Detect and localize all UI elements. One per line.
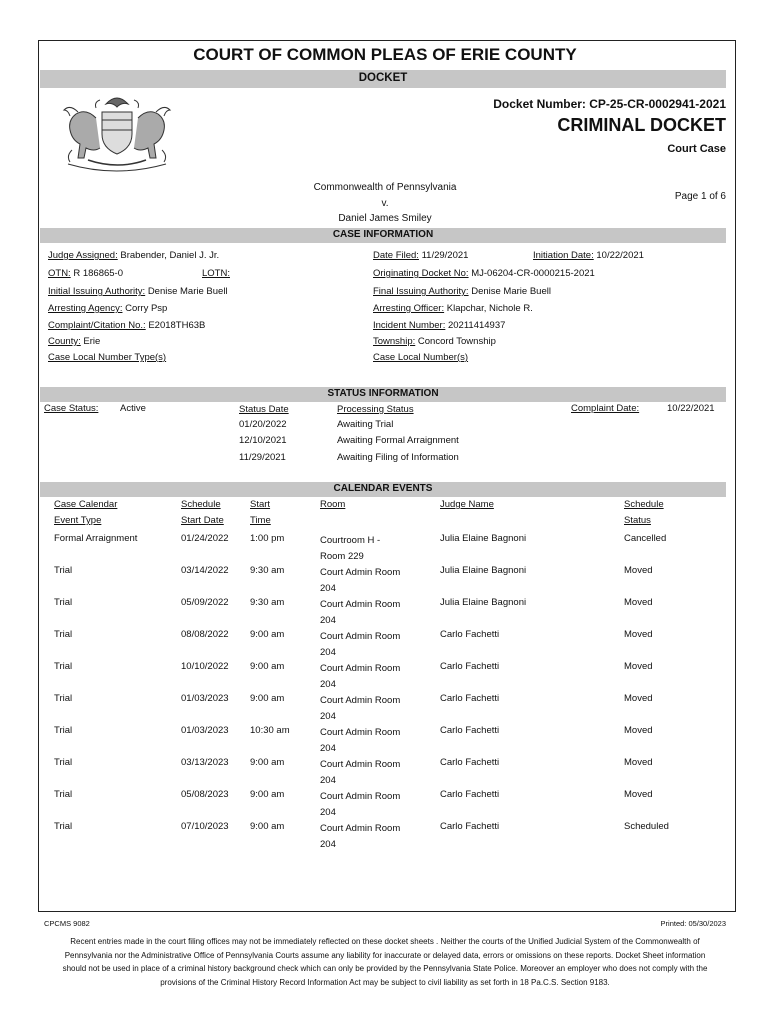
status-date-header: Status Date: [239, 404, 289, 415]
table-cell-date: 03/14/2022: [181, 565, 229, 576]
county-label: County:: [48, 336, 81, 347]
final-issuing-authority: [373, 286, 551, 297]
initial-issuing-authority: [48, 286, 228, 297]
judge-label: Judge Assigned:: [48, 250, 118, 261]
county-value: Erie: [83, 336, 101, 347]
township-value: Concord Township: [417, 336, 496, 347]
table-cell-time: 9:00 am: [250, 757, 285, 768]
incident-value: 20211414937: [447, 320, 506, 331]
table-cell-judge: Carlo Fachetti: [440, 629, 500, 640]
init-issuing-value: Denise Marie Buell: [147, 286, 228, 297]
table-cell-room2: 204: [320, 615, 336, 626]
table-cell-event: Trial: [54, 565, 73, 576]
table-cell-room1: Court Admin Room: [320, 631, 401, 642]
case-kind: Court Case: [667, 143, 726, 155]
table-cell-room1: Court Admin Room: [320, 599, 401, 610]
case-status-value: Active: [120, 403, 146, 414]
table-cell-date: 01/03/2023: [181, 725, 229, 736]
status-row: Awaiting Filing of Information: [337, 452, 459, 463]
table-cell-event: Trial: [54, 725, 73, 736]
final-issuing-label: Final Issuing Authority:: [373, 286, 469, 297]
table-cell-room2: 204: [320, 711, 336, 722]
arresting-officer-label: Arresting Officer:: [373, 303, 445, 314]
header-room: Room: [320, 499, 346, 510]
table-cell-room2: 204: [320, 647, 336, 658]
township-label: Township:: [373, 336, 416, 347]
table-cell-status: Moved: [624, 629, 653, 640]
status-row: Awaiting Trial: [337, 419, 394, 430]
status-info-band-label: STATUS INFORMATION: [327, 388, 439, 399]
judge-assigned: [48, 250, 219, 261]
complaint-date-label: Complaint Date:: [571, 403, 640, 414]
table-cell-judge: Julia Elaine Bagnoni: [440, 565, 527, 576]
table-cell-room1: Court Admin Room: [320, 727, 401, 738]
table-cell-date: 05/08/2023: [181, 789, 229, 800]
table-cell-room2: 204: [320, 743, 336, 754]
table-cell-judge: Carlo Fachetti: [440, 661, 500, 672]
table-cell-event: Trial: [54, 789, 73, 800]
header-event-type: Case Calendar: [54, 499, 118, 510]
table-cell-date: 01/24/2022: [181, 533, 229, 544]
orig-docket-label: Originating Docket No:: [373, 268, 469, 279]
header-start-time: Start: [250, 499, 271, 510]
docket-band-label: DOCKET: [358, 72, 408, 84]
table-cell-status: Moved: [624, 597, 653, 608]
header-judge-name: Judge Name: [440, 499, 494, 510]
docket-type: CRIMINAL DOCKET: [557, 115, 726, 135]
table-cell-date: 10/10/2022: [181, 661, 229, 672]
final-issuing-value: Denise Marie Buell: [471, 286, 551, 297]
date-filed: [373, 250, 468, 261]
table-cell-status: Scheduled: [624, 821, 669, 832]
table-cell-event: Trial: [54, 661, 73, 672]
otn-label: OTN:: [48, 268, 71, 279]
arresting-officer-value: Klapchar, Nichole R.: [446, 303, 533, 314]
complaint-value: E2018TH63B: [148, 320, 206, 331]
init-issuing-label: Initial Issuing Authority:: [48, 286, 146, 297]
complaint-date-value: 10/22/2021: [667, 403, 715, 414]
table-cell-judge: Carlo Fachetti: [440, 789, 500, 800]
table-cell-date: 07/10/2023: [181, 821, 229, 832]
complaint-citation: [48, 320, 205, 331]
table-cell-room2: 204: [320, 679, 336, 690]
otn-value: R 186865-0: [73, 268, 123, 279]
table-cell-status: Cancelled: [624, 533, 667, 544]
docket-number: Docket Number: CP-25-CR-0002941-2021: [493, 97, 726, 111]
table-cell-time: 9:00 am: [250, 629, 285, 640]
table-cell-status: Moved: [624, 757, 653, 768]
table-cell-time: 1:00 pm: [250, 533, 285, 544]
table-cell-time: 10:30 am: [250, 725, 290, 736]
status-row: Awaiting Formal Arraignment: [337, 435, 459, 446]
initiation-label: Initiation Date:: [533, 250, 594, 261]
otn: [48, 268, 123, 279]
table-cell-room1: Court Admin Room: [320, 567, 401, 578]
header-event-type: Event Type: [54, 515, 102, 526]
table-cell-judge: Carlo Fachetti: [440, 821, 500, 832]
arresting-agency: [48, 303, 167, 314]
case-local-numbers: Case Local Number(s): [373, 352, 469, 363]
table-cell-room1: Court Admin Room: [320, 759, 401, 770]
arresting-agency-label: Arresting Agency:: [48, 303, 123, 314]
incident-number: [373, 320, 505, 331]
status-row: 01/20/2022: [239, 419, 287, 430]
table-cell-time: 9:00 am: [250, 661, 285, 672]
table-cell-time: 9:00 am: [250, 789, 285, 800]
case-status-label: Case Status:: [44, 403, 99, 414]
township: [373, 336, 496, 347]
arresting-agency-value: Corry Psp: [125, 303, 168, 314]
table-cell-event: Trial: [54, 693, 73, 704]
date-filed-label: Date Filed:: [373, 250, 419, 261]
table-cell-judge: Julia Elaine Bagnoni: [440, 597, 527, 608]
printed-date: Printed: 05/30/2023: [660, 919, 726, 928]
table-cell-room1: Court Admin Room: [320, 823, 401, 834]
caption-versus: v.: [381, 198, 389, 209]
table-cell-time: 9:00 am: [250, 821, 285, 832]
table-cell-status: Moved: [624, 661, 653, 672]
table-cell-judge: Carlo Fachetti: [440, 725, 500, 736]
status-row: 11/29/2021: [239, 452, 286, 463]
county: [48, 336, 100, 347]
header-start-date: Start Date: [181, 515, 224, 526]
initiation-date: [533, 250, 644, 261]
table-cell-status: Moved: [624, 693, 653, 704]
case-info-band-label: CASE INFORMATION: [332, 229, 434, 240]
page-info: Page 1 of 6: [674, 191, 726, 202]
table-cell-status: Moved: [624, 725, 653, 736]
table-cell-room2: 204: [320, 839, 336, 850]
calendar-events-band-label: CALENDAR EVENTS: [333, 483, 433, 494]
table-cell-date: 01/03/2023: [181, 693, 229, 704]
table-cell-room2: 204: [320, 583, 336, 594]
table-cell-event: Trial: [54, 597, 73, 608]
initiation-value: 10/22/2021: [596, 250, 644, 261]
table-cell-status: Moved: [624, 789, 653, 800]
table-cell-room2: 204: [320, 775, 336, 786]
table-cell-time: 9:00 am: [250, 693, 285, 704]
judge-value: Brabender, Daniel J. Jr.: [120, 250, 220, 261]
table-cell-room1: Courtroom H -: [320, 535, 381, 546]
table-cell-room2: Room 229: [320, 551, 364, 562]
table-cell-event: Trial: [54, 629, 73, 640]
arresting-officer: [373, 303, 533, 314]
case-local-number-types: Case Local Number Type(s): [48, 352, 167, 363]
table-cell-event: Trial: [54, 757, 73, 768]
table-cell-judge: Carlo Fachetti: [440, 693, 500, 704]
caption-defendant: Daniel James Smiley: [338, 213, 432, 224]
table-cell-judge: Julia Elaine Bagnoni: [440, 533, 527, 544]
header-schedule-status: Schedule: [624, 499, 664, 510]
table-cell-room1: Court Admin Room: [320, 663, 401, 674]
status-row: 12/10/2021: [239, 435, 287, 446]
originating-docket: [373, 268, 595, 279]
table-cell-room1: Court Admin Room: [320, 791, 401, 802]
header-start-time: Time: [250, 515, 271, 526]
header-schedule-status: Status: [624, 515, 651, 526]
table-cell-judge: Carlo Fachetti: [440, 757, 500, 768]
table-cell-time: 9:30 am: [250, 597, 285, 608]
caption-commonwealth: Commonwealth of Pennsylvania: [313, 182, 457, 193]
court-title: COURT OF COMMON PLEAS OF ERIE COUNTY: [193, 45, 577, 64]
date-filed-value: 11/29/2021: [421, 250, 469, 261]
table-cell-event: Formal Arraignment: [54, 533, 138, 544]
table-cell-room2: 204: [320, 807, 336, 818]
orig-docket-value: MJ-06204-CR-0000215-2021: [471, 268, 595, 279]
table-cell-room1: Court Admin Room: [320, 695, 401, 706]
table-cell-date: 03/13/2023: [181, 757, 229, 768]
table-cell-event: Trial: [54, 821, 73, 832]
table-cell-date: 05/09/2022: [181, 597, 229, 608]
processing-status-header: Processing Status: [337, 404, 414, 415]
incident-label: Incident Number:: [373, 320, 446, 331]
lotn-label: LOTN:: [202, 268, 230, 279]
form-code: CPCMS 9082: [44, 919, 90, 928]
disclaimer: Recent entries made in the court filing offices may not be immediately reflected on these docket sheets . Neither the courts of the Unified Judicial System of the Commonwealth of Pennsylvania nor the Administrative Office of Pennsylvania Courts assume any liability for inaccurate or delayed data, errors or omissions on these reports. Docket Sheet information should not be used in place of a criminal history background check which can only be provided by the Pennsylvania State Police. Moreover an employer who does not comply with the provisions of the Criminal History Record Information Act may be subject to civil liability as set forth in 18 Pa.C.S. Section 9183.: [62, 937, 708, 987]
header-start-date: Schedule: [181, 499, 221, 510]
table-cell-time: 9:30 am: [250, 565, 285, 576]
complaint-label: Complaint/Citation No.:: [48, 320, 146, 331]
table-cell-date: 08/08/2022: [181, 629, 229, 640]
table-cell-status: Moved: [624, 565, 653, 576]
pennsylvania-coat-of-arms-icon: [48, 90, 186, 174]
